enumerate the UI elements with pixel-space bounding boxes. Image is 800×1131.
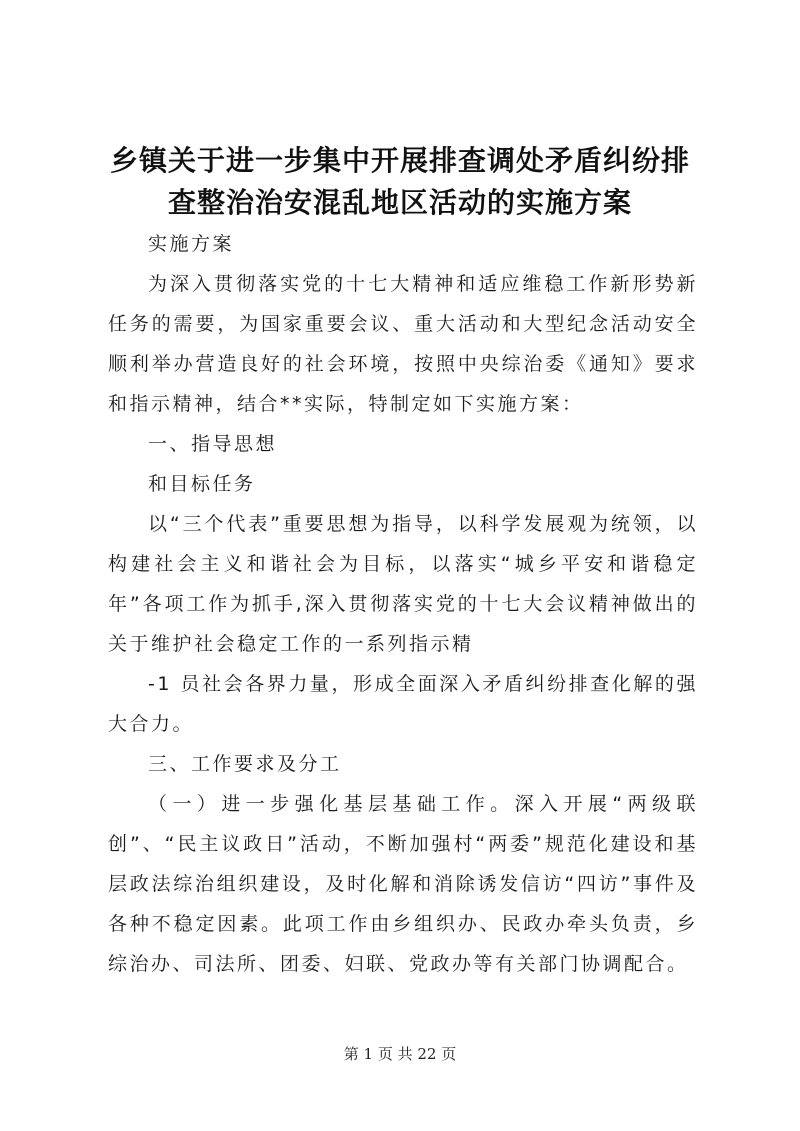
title-line-1: 乡镇关于进一步集中开展排查调处矛盾纠纷排: [109, 144, 690, 177]
document-title: [88, 140, 712, 224]
paragraph-mobilize: -1 员社会各界力量，形成全面深入矛盾纠纷排查化解的强大合力。: [108, 673, 698, 735]
paragraph-intro: 为深入贯彻落实党的十七大精神和适应维稳工作新形势新任务的需要，为国家重要会议、重大活动和大型纪念活动安全顺利举办营造良好的社会环境，按照中央综治委《通知》要求和指示精神，结合**实际，特制定如下实施方案：: [108, 273, 698, 415]
section-heading-objectives: 和目标任务: [148, 473, 256, 495]
section-heading-requirements: 三、工作要求及分工: [148, 753, 342, 775]
paragraph-heading-plan: 实施方案: [148, 233, 235, 255]
title-line-2: 查整治治安混乱地区活动的实施方案: [167, 186, 632, 219]
paragraph-guidance: 以“三个代表”重要思想为指导，以科学发展观为统领，以构建社会主义和谐社会为目标，以落实“城乡平安和谐稳定年”各项工作为抓手,深入贯彻落实党的十七大会议精神做出的关于维护社会稳定工作的一系列指示精: [108, 513, 698, 655]
page-footer: 第 1 页 共 22 页: [343, 1045, 457, 1063]
document-body: [108, 224, 698, 984]
paragraph-grassroots-work: （一）进一步强化基层基础工作。深入开展“两级联创”、“民主议政日”活动，不断加强村“两委”规范化建设和基层政法综治组织建设，及时化解和消除诱发信访“四访”事件及各种不稳定因素。此项工作由乡组织办、民政办牵头负责，乡综治办、司法所、团委、妇联、党政办等有关部门协调配合。: [108, 793, 698, 975]
section-heading-guiding-ideology: 一、指导思想: [148, 433, 278, 455]
